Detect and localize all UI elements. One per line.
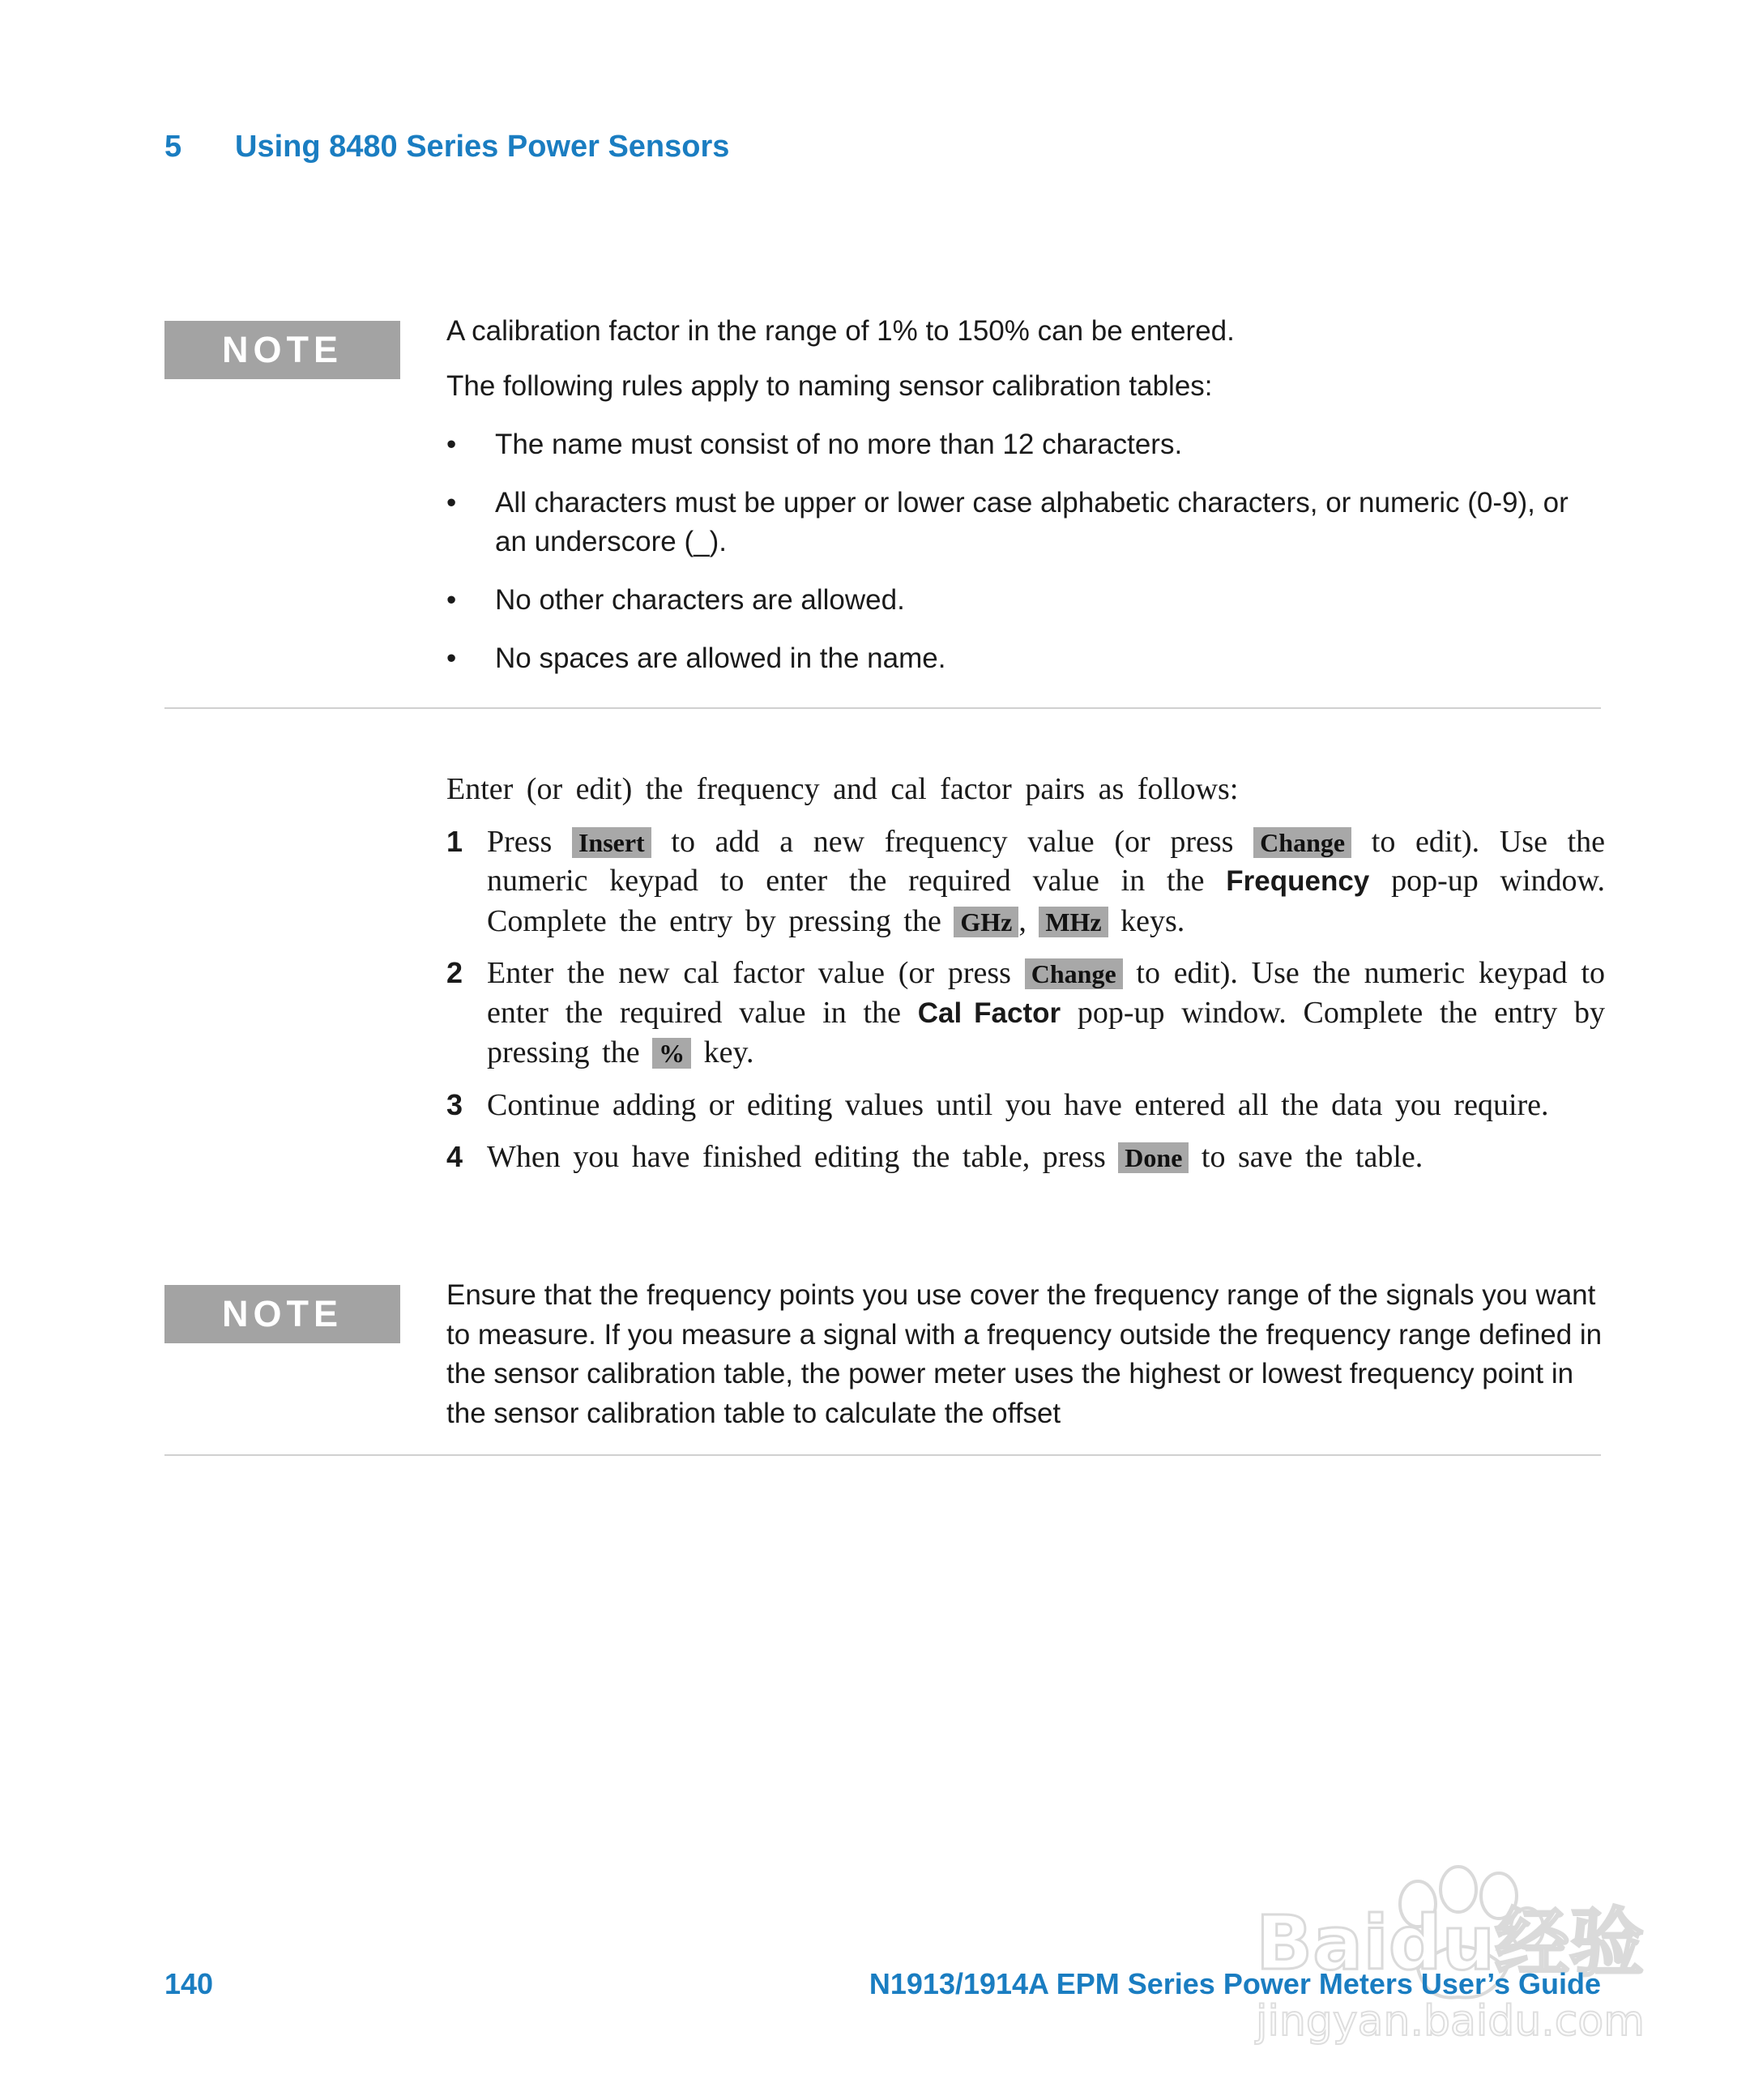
step-text: to add a new frequency value (or press [671, 824, 1234, 859]
list-item [446, 639, 1605, 678]
step-text: pop-up window. Complete the entry by pressing the [487, 864, 1606, 938]
procedure-intro: Enter (or edit) the frequency and cal factor pairs as follows: [446, 772, 1239, 806]
step-text: key. [703, 1035, 754, 1069]
step-number: 4 [446, 1140, 463, 1173]
list-item-text: The name must consist of no more than 12 characters. [495, 429, 1183, 460]
step-text: to save the table. [1201, 1140, 1423, 1174]
baidu-jingyan-watermark [1248, 1847, 1669, 2050]
note-line: A calibration factor in the range of 1% to 150% can be entered. [446, 315, 1235, 347]
step-text: to edit). Use the numeric keypad to enter the required value in the [487, 824, 1606, 898]
bullet-icon: • [446, 487, 457, 519]
list-item-text: No other characters are allowed. [495, 584, 905, 616]
step-text: Enter the new cal factor value (or press [487, 956, 1011, 990]
step-number: 1 [446, 824, 463, 858]
cal-factor-window-name: Cal Factor [917, 997, 1061, 1029]
note-label: NOTE [164, 1285, 400, 1343]
chapter-title: Using 8480 Series Power Sensors [235, 130, 730, 164]
page-number: 140 [164, 1967, 214, 2000]
naming-rules-list [446, 425, 1605, 678]
chapter-number: 5 [164, 130, 182, 164]
running-header [164, 130, 729, 164]
watermark-url-text: jingyan.baidu.com [1256, 1997, 1645, 2046]
done-key: Done [1118, 1142, 1189, 1173]
step-text: Press [487, 824, 553, 859]
procedure-step [446, 954, 1605, 1073]
procedure-step [446, 1086, 1605, 1125]
note-label: NOTE [164, 321, 400, 379]
change-key: Change [1253, 827, 1351, 858]
note-text [446, 1276, 1605, 1433]
watermark-main-text: Baidu经验 [1256, 1900, 1645, 1987]
step-text: keys. [1120, 903, 1185, 938]
note-line: The following rules apply to naming sensor calibration tables: [446, 370, 1213, 402]
bullet-icon: • [446, 584, 457, 616]
ghz-key: GHz [954, 907, 1018, 937]
mhz-key: MHz [1039, 907, 1108, 937]
list-item-text: All characters must be upper or lower case alphabetic characters, or numeric (0-9), or an underscore (_). [495, 487, 1569, 557]
note-text [446, 312, 1605, 678]
step-number: 2 [446, 956, 463, 989]
divider [164, 707, 1601, 709]
step-text: to edit). Use the numeric keypad to enter the required value in the [487, 956, 1605, 1030]
percent-key: % [652, 1038, 691, 1069]
frequency-window-name: Frequency [1226, 865, 1370, 897]
step-text: , [1018, 903, 1027, 938]
list-item [446, 425, 1605, 464]
document-title: N1913/1914A EPM Series Power Meters User’s Guide [869, 1967, 1601, 2000]
step-text: Continue adding or editing values until you have entered all the data you require. [487, 1087, 1549, 1122]
step-text: pop-up window. Complete the entry by pressing the [487, 995, 1606, 1069]
list-item-text: No spaces are allowed in the name. [495, 642, 946, 674]
step-text: When you have finished editing the table, press [487, 1140, 1106, 1174]
list-item [446, 581, 1605, 620]
step-number: 3 [446, 1087, 463, 1121]
list-item [446, 484, 1605, 561]
procedure-step [446, 1138, 1605, 1177]
procedure-steps [446, 822, 1605, 1177]
insert-key: Insert [572, 827, 651, 858]
divider [164, 1454, 1601, 1456]
note-paragraph: Ensure that the frequency points you use cover the frequency range of the signals you want to measure. If you measure a signal with a frequency outside the frequency range defined in the sensor calibration table, the power meter uses the highest or lowest frequency point in the sensor calibration table to calculate the offset [446, 1279, 1603, 1429]
procedure-step [446, 822, 1605, 941]
procedure [446, 770, 1605, 1190]
change-key: Change [1025, 958, 1123, 989]
bullet-icon: • [446, 642, 457, 674]
bullet-icon: • [446, 429, 457, 460]
